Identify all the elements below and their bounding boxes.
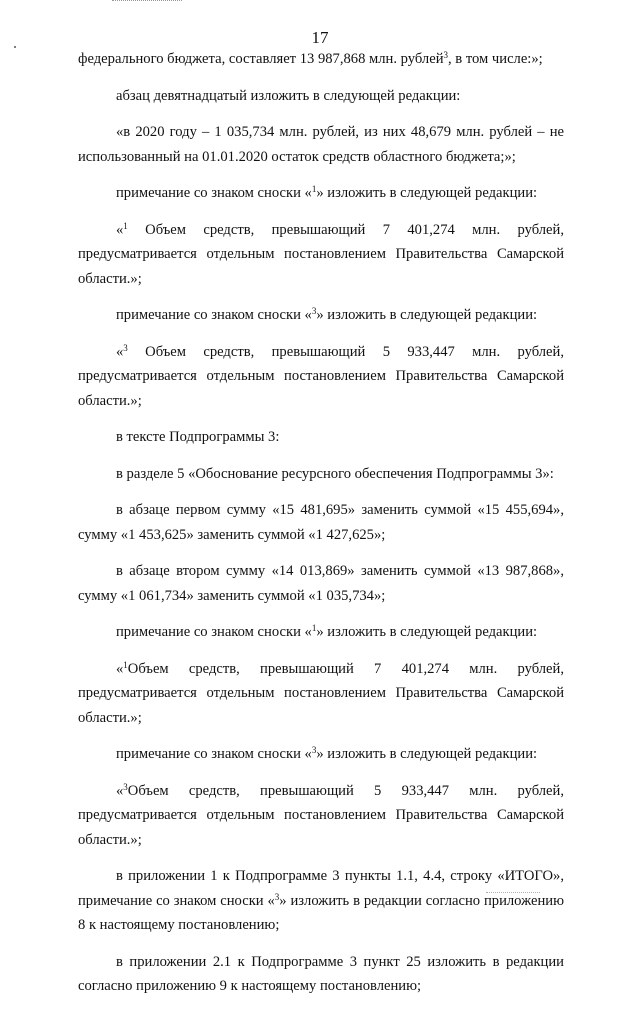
footnote-mark: 3: [123, 781, 128, 792]
paragraph-text: «: [116, 221, 124, 238]
scan-artifact-top: [112, 0, 182, 3]
page-number: 17: [311, 28, 329, 47]
scan-artifact-bottom: [486, 892, 540, 895]
paragraph-text: в приложении 1 к Подпрограмме 3 пункты 1.1, 4.4, строку «ИТОГО», примечание со знаком сноски «: [78, 868, 564, 909]
paragraph: [78, 84, 564, 108]
document-body: [78, 47, 564, 1011]
paragraph-text: примечание со знаком сноски «: [116, 185, 312, 202]
paragraph: [78, 181, 564, 205]
paragraph-text: Объем средств, превышающий 7 401,274 млн. рублей, предусматривается отдельным постановлением Правительства Самарской области.»;: [78, 660, 564, 726]
paragraph-text: » изложить в редакции согласно приложению 8 к настоящему постановлению;: [78, 892, 564, 934]
paragraph: [78, 742, 564, 766]
paragraph: [78, 779, 564, 852]
paragraph-text: абзац девятнадцатый изложить в следующей редакции:: [116, 87, 461, 104]
paragraph-text: » изложить в следующей редакции:: [316, 185, 538, 202]
paragraph: [78, 620, 564, 644]
paragraph: [78, 498, 564, 547]
paragraph-text: федерального бюджета, составляет 13 987,868 млн. рублей: [78, 51, 444, 67]
paragraph-text: в абзаце первом сумму «15 481,695» заменить суммой «15 455,694», сумму «1 453,625» заменить суммой «1 427,625»;: [78, 502, 564, 543]
paragraph: [78, 120, 564, 169]
paragraph-text: Объем средств, превышающий 5 933,447 млн. рублей, предусматривается отдельным постановлением Правительства Самарской области.»;: [78, 343, 564, 409]
paragraph-text: примечание со знаком сноски «: [116, 624, 312, 641]
paragraph-text: » изложить в следующей редакции:: [316, 746, 538, 763]
paragraph: [78, 950, 564, 999]
paragraph-text: Объем средств, превышающий 5 933,447 млн. рублей, предусматривается отдельным постановлением Правительства Самарской области.»;: [78, 782, 564, 848]
paragraph-text: в разделе 5 «Обоснование ресурсного обеспечения Подпрограммы 3»:: [116, 465, 554, 482]
footnote-mark: 1: [123, 659, 128, 670]
paragraph-text: в тексте Подпрограммы 3:: [116, 429, 280, 446]
paragraph-text: «: [116, 343, 124, 360]
paragraph-text: в приложении 2.1 к Подпрограмме 3 пункт 25 изложить в редакции согласно приложению 9 к настоящему постановлению;: [78, 953, 564, 995]
paragraph: [78, 303, 564, 327]
footnote-mark: 3: [443, 50, 448, 60]
paragraph-text: » изложить в следующей редакции:: [316, 307, 538, 324]
paragraph-text: , в том числе:»;: [448, 51, 543, 67]
footnote-mark: 3: [311, 306, 317, 317]
paragraph: [78, 462, 564, 486]
paragraph: [78, 218, 564, 291]
paragraph: [78, 47, 564, 71]
paragraph: [78, 340, 564, 413]
paragraph: [78, 559, 564, 608]
paragraph-text: «в 2020 году – 1 035,734 млн. рублей, из них 48,679 млн. рублей – не использованный на 01.01.2020 остаток средств областного бюджета;»;: [78, 124, 564, 165]
paragraph-text: примечание со знаком сноски «: [116, 746, 312, 763]
paragraph: [78, 864, 564, 937]
footnote-mark: 3: [274, 891, 280, 902]
paragraph-text: «: [116, 660, 124, 677]
paragraph: [78, 425, 564, 449]
paragraph-text: «: [116, 782, 124, 799]
paragraph-text: в абзаце втором сумму «14 013,869» заменить суммой «13 987,868», сумму «1 061,734» заменить суммой «1 035,734»;: [78, 563, 564, 604]
footnote-mark: 1: [311, 623, 317, 634]
footnote-mark: 3: [311, 745, 317, 756]
footnote-mark: 3: [123, 342, 128, 353]
footnote-mark: 1: [123, 220, 128, 231]
paragraph-text: Объем средств, превышающий 7 401,274 млн. рублей, предусматривается отдельным постановлением Правительства Самарской области.»;: [78, 221, 564, 287]
paragraph-text: » изложить в следующей редакции:: [316, 624, 538, 641]
footnote-mark: 1: [311, 184, 317, 195]
paragraph: [78, 657, 564, 730]
paragraph-text: примечание со знаком сноски «: [116, 307, 312, 324]
